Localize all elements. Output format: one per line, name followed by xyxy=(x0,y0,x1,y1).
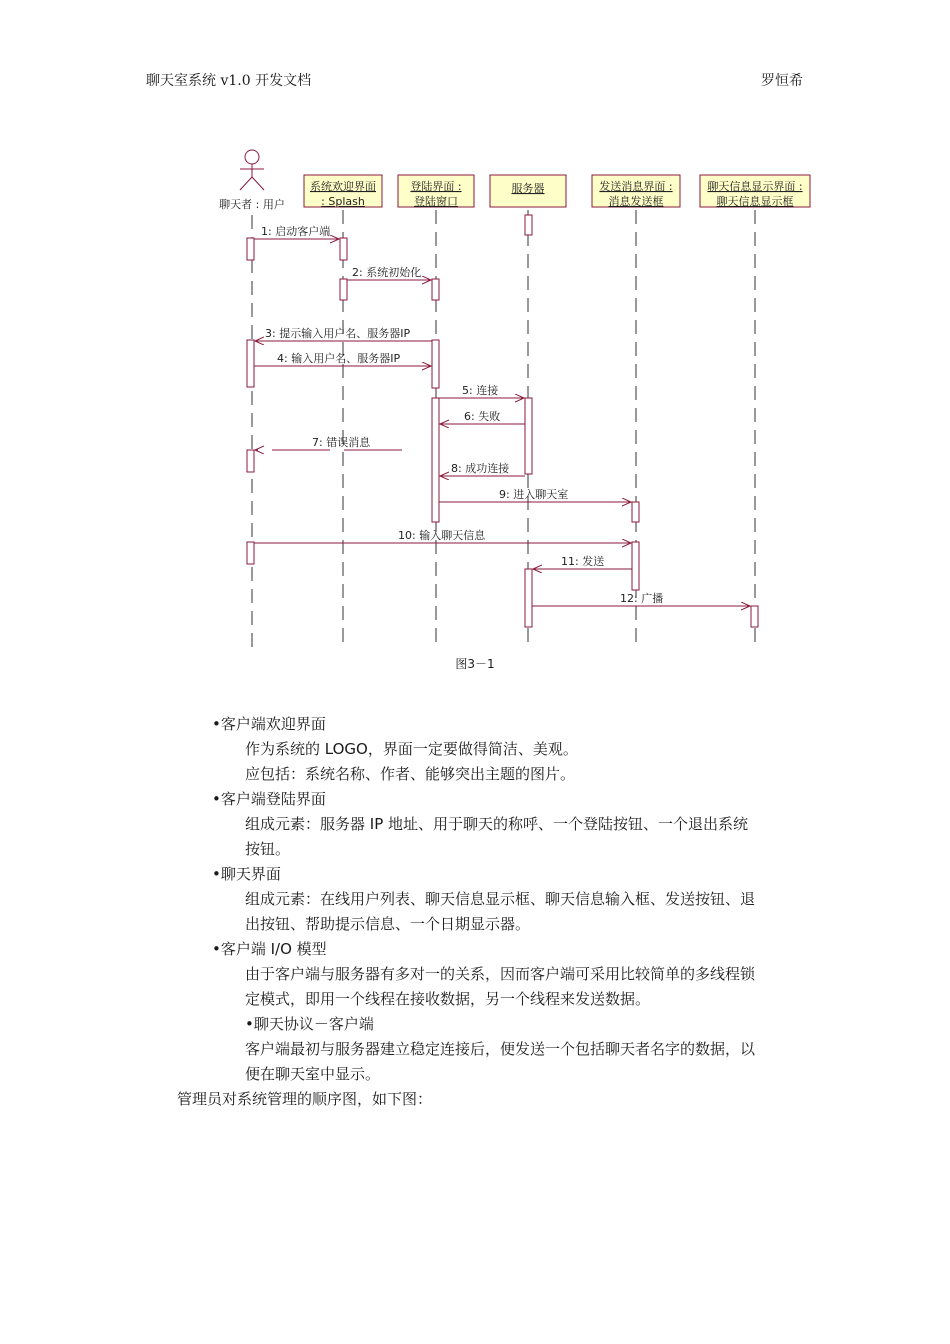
object-label-5b: 聊天信息显示框 xyxy=(716,195,794,208)
object-send-box xyxy=(592,175,680,208)
bullet-io-model: •客户端 I/O 模型 xyxy=(212,940,327,958)
msg-8: 8: 成功连接 xyxy=(451,462,510,475)
protocol-line-1: 客户端最初与服务器建立稳定连接后，便发送一个包括聊天者名字的数据，以 xyxy=(245,1040,756,1058)
io-line-2: 定模式，即用一个线程在接收数据，另一个线程来发送数据。 xyxy=(245,990,651,1008)
activations xyxy=(247,215,758,627)
chat-line-1: 组成元素：在线用户列表、聊天信息显示框、聊天信息输入框、发送按钮、退 xyxy=(245,890,756,908)
io-line-1: 由于客户端与服务器有多对一的关系，因而客户端可采用比较简单的多线程锁 xyxy=(245,965,756,983)
object-label-4b: 消息发送框 xyxy=(608,195,664,208)
object-label-1b: : Splash xyxy=(321,195,365,208)
object-splash xyxy=(304,175,382,208)
bullet-chat: •聊天界面 xyxy=(212,865,281,883)
login-line-1: 组成元素：服务器 IP 地址、用于聊天的称呼、一个登陆按钮、一个退出系统 xyxy=(245,815,749,833)
msg-9: 9: 进入聊天室 xyxy=(499,488,569,501)
object-label-4: 发送消息界面 : xyxy=(599,180,673,193)
object-display-box xyxy=(700,175,810,208)
login-line-2: 按钮。 xyxy=(245,840,291,858)
bullet-protocol: •聊天协议－客户端 xyxy=(245,1015,374,1033)
welcome-line-2: 应包括：系统名称、作者、能够突出主题的图片。 xyxy=(245,765,576,783)
messages xyxy=(254,239,750,606)
actor-label: 聊天者 : 用户 xyxy=(219,198,285,211)
object-login xyxy=(398,175,474,208)
msg-5: 5: 连接 xyxy=(462,384,499,397)
msg-12: 12: 广播 xyxy=(620,592,664,605)
msg-3: 3: 提示输入用户名、服务器IP xyxy=(265,327,411,340)
welcome-line-1: 作为系统的 LOGO，界面一定要做得简洁、美观。 xyxy=(245,740,578,758)
msg-7: 7: 错误消息 xyxy=(312,436,371,449)
lifelines xyxy=(252,210,755,650)
msg-2: 2: 系统初始化 xyxy=(352,266,422,279)
bullet-login: •客户端登陆界面 xyxy=(212,790,326,808)
msg-11: 11: 发送 xyxy=(561,555,605,568)
message-labels xyxy=(261,224,663,605)
object-label-2b: 登陆窗口 xyxy=(414,195,458,208)
object-label-2: 登陆界面 : xyxy=(410,180,462,193)
chat-line-2: 出按钮、帮助提示信息、一个日期显示器。 xyxy=(245,915,531,933)
msg-6: 6: 失败 xyxy=(464,410,501,423)
admin-sequence-intro: 管理员对系统管理的顺序图，如下图： xyxy=(177,1090,433,1108)
msg-4: 4: 输入用户名、服务器IP xyxy=(277,352,401,365)
object-label-1: 系统欢迎界面 xyxy=(310,180,376,193)
actor-user xyxy=(240,150,264,190)
object-label-3: 服务器 xyxy=(511,182,545,195)
bullet-welcome: •客户端欢迎界面 xyxy=(212,715,326,733)
msg-1: 1: 启动客户端 xyxy=(261,225,331,238)
msg-10: 10: 输入聊天信息 xyxy=(398,529,486,542)
header-title: 聊天室系统 v1.0 开发文档 xyxy=(146,73,312,89)
object-server xyxy=(490,175,566,207)
object-label-5: 聊天信息显示界面 : xyxy=(707,180,803,193)
figure-caption: 图3－1 xyxy=(455,657,495,671)
protocol-line-2: 便在聊天室中显示。 xyxy=(245,1065,381,1083)
header-author: 罗恒希 xyxy=(761,73,803,89)
